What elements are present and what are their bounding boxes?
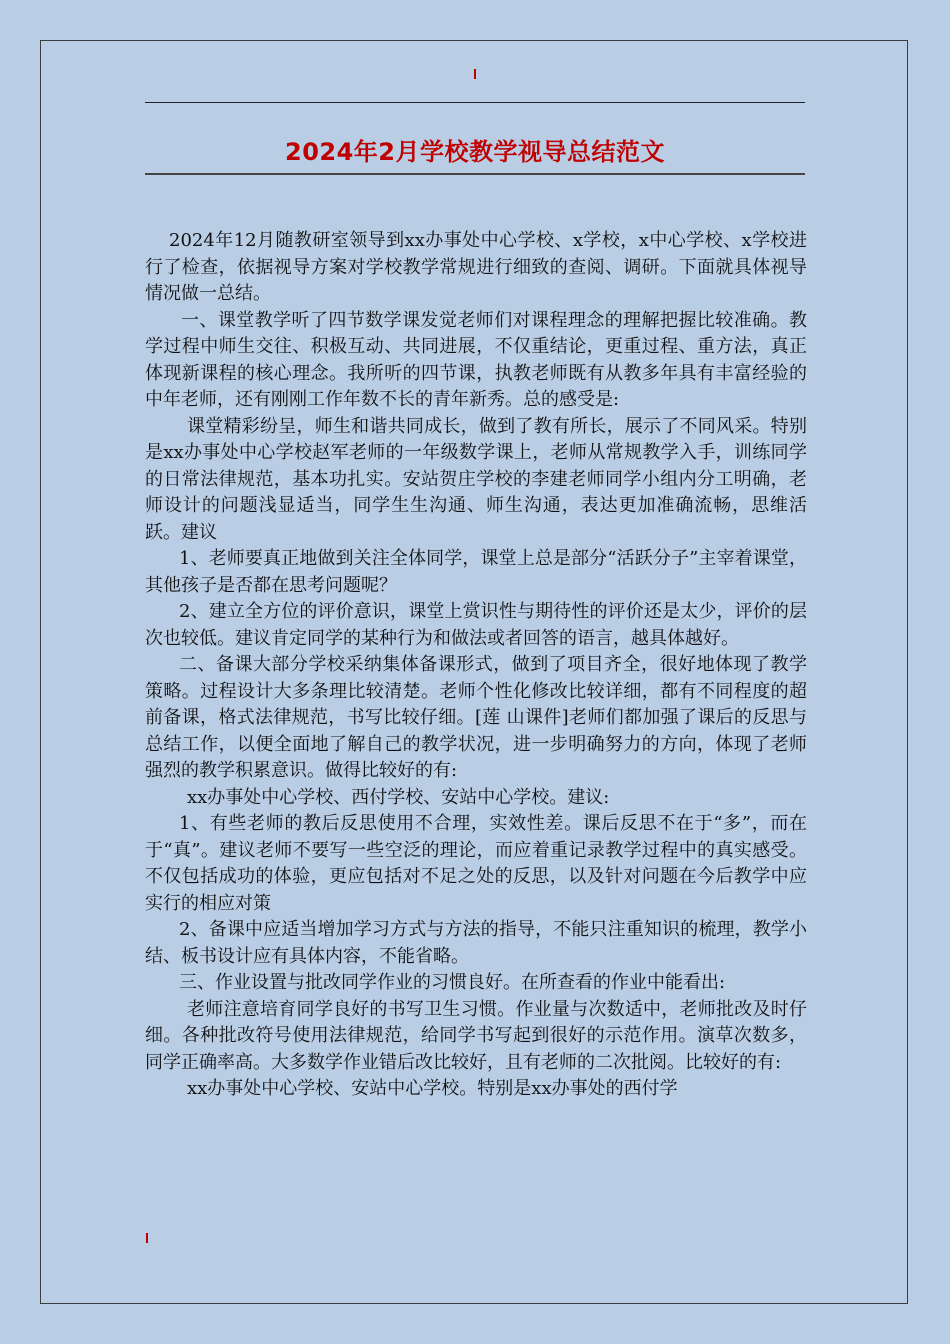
paragraph-section-1: 一、课堂教学听了四节数学课发觉老师们对课程理念的理解把握比较准确。教学过程中师生交往、积极互动、共同进展，不仅重结论，更重过程、重方法，真正体现新课程的核心理念。我所听的四节课，执教老师既有从教多年具有丰富经验的中年老师，还有刚刚工作年数不长的青年新秀。总的感受是: xyxy=(145,309,807,410)
header-divider xyxy=(145,102,805,103)
document-title: 2024年2月学校教学视导总结范文 xyxy=(285,138,665,166)
paragraph-intro: 2024年12月随教研室领导到xx办事处中心学校、x学校，x中心学校、x学校进行了检查，依据视导方案对学校教学常规进行细致的查阅、调研。下面就具体视导情况做一总结。 xyxy=(145,230,807,304)
header-cursor-mark xyxy=(474,69,476,79)
footer-cursor-mark xyxy=(146,1233,148,1243)
paragraph-section-2: 二、备课大部分学校采纳集体备课形式，做到了项目齐全，很好地体现了教学策略。过程设计大多条理比较清楚。老师个性化修改比较详细，都有不同程度的超前备课，格式法律规范，书写比较仔细。[莲 山课件]老师们都加强了课后的反思与总结工作，以便全面地了解自己的教学状况，进一步明确努力的方向，体现了老师强烈的教学积累意识。做得比较好的有: xyxy=(145,654,807,781)
paragraph-prep-suggestion-2: 2、备课中应适当增加学习方式与方法的指导，不能只注重知识的梳理，教学小结、板书设计应有具体内容，不能省略。 xyxy=(145,919,807,967)
paragraph-prep-suggestion-1: 1、有些老师的教后反思使用不合理，实效性差。课后反思不在于“多”，而在于“真”。建议老师不要写一些空泛的理论，而应着重记录教学过程中的真实感受。不仅包括成功的体验，更应包括对不足之处的反思，以及针对问题在今后教学中应实行的相应对策 xyxy=(145,813,807,914)
paragraph-homework: 老师注意培育同学良好的书写卫生习惯。作业量与次数适中，老师批改及时仔细。各种批改符号使用法律规范，给同学书写起到很好的示范作用。演草次数多，同学正确率高。大多数学作业错后改比较好，且有老师的二次批阅。比较好的有: xyxy=(145,998,807,1073)
paragraph-suggestion-1: 1、老师要真正地做到关注全体同学，课堂上总是部分“活跃分子”主宰着课堂，其他孩子是否都在思考问题呢？ xyxy=(145,548,807,596)
paragraph-classroom-impression: 课堂精彩纷呈，师生和谐共同成长，做到了教有所长，展示了不同风采。特别是xx办事处中心学校赵军老师的一年级数学课上，老师从常规教学入手，训练同学的日常法律规范，基本功扎实。安站贺庄学校的李建老师同学小组内分工明确，老师设计的问题浅显适当，同学生生沟通、师生沟通，表达更加准确流畅，思维活跃。建议 xyxy=(145,415,807,543)
paragraph-good-schools-2: xx办事处中心学校、安站中心学校。特别是xx办事处的西付学 xyxy=(187,1078,678,1099)
paragraph-suggestion-2: 2、建立全方位的评价意识，课堂上赏识性与期待性的评价还是太少，评价的层次也较低。建议肯定同学的某种行为和做法或者回答的语言，越具体越好。 xyxy=(145,601,807,649)
paragraph-good-schools-1: xx办事处中心学校、西付学校、安站中心学校。建议: xyxy=(187,786,610,808)
document-body xyxy=(145,228,807,1103)
title-underline xyxy=(145,173,805,175)
paragraph-section-3: 三、作业设置与批改同学作业的习惯良好。在所查看的作业中能看出: xyxy=(179,972,726,993)
